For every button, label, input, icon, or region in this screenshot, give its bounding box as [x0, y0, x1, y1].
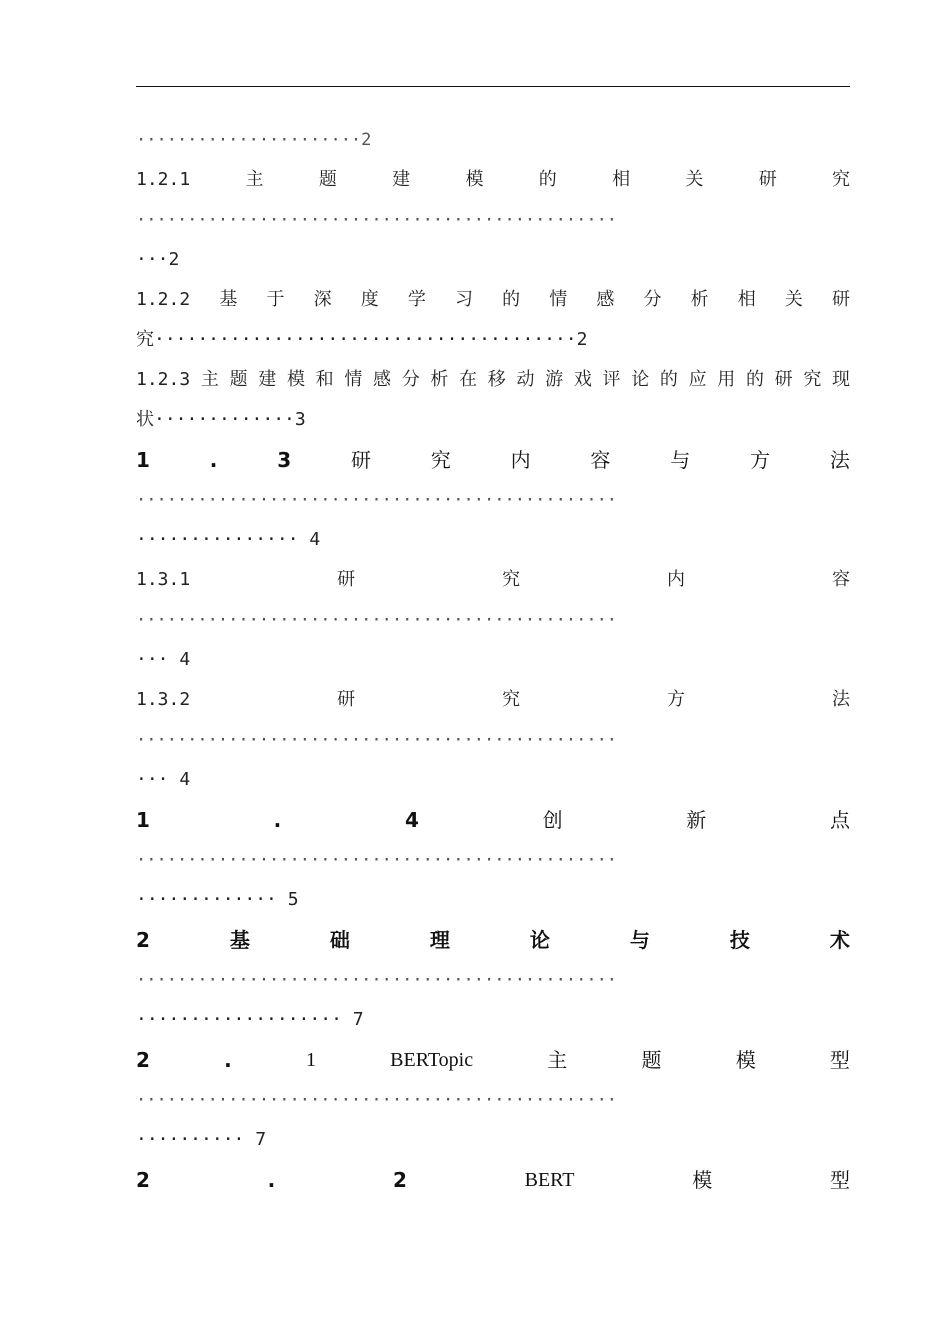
toc-entry-1-3-1[interactable]: 1.3.1 研 究 内 容: [136, 569, 850, 590]
toc-page-number: ···2: [136, 249, 180, 270]
toc-leader-dots: ···············································: [136, 210, 618, 230]
toc-leader-dots: ···············································: [136, 730, 618, 750]
toc-entry-1-3[interactable]: 1 . 3 研 究 内 容 与 方 法: [136, 448, 850, 472]
toc-entry-2-1[interactable]: 2 . 1 BERTopic 主 题 模 型: [136, 1048, 850, 1072]
toc-page-number: ··············· 4: [136, 529, 321, 550]
table-of-contents: [136, 120, 850, 1200]
toc-leader-dots: ···············································: [136, 970, 618, 990]
toc-leader-dots: ···············································: [136, 610, 618, 630]
toc-entry-1-4[interactable]: 1 . 4 创 新 点: [136, 808, 850, 832]
toc-page-number: ··· 4: [136, 649, 191, 670]
toc-page-number: ·········· 7: [136, 1129, 267, 1150]
toc-entry-1-2-3[interactable]: 1.2.3 主 题 建 模 和 情 感 分 析 在 移 动 游 戏 评 论 的 应 用 的 研 究 现: [136, 369, 850, 390]
toc-page-number: ··················· 7: [136, 1009, 364, 1030]
toc-entry-tail: 状·············3: [136, 409, 306, 430]
toc-leader-dots: ···············································: [136, 850, 618, 870]
toc-page-number: ··· 4: [136, 769, 191, 790]
toc-entry-tail: 究·······································2: [136, 329, 588, 350]
toc-entry-2-2[interactable]: 2 . 2 BERT 模 型: [136, 1168, 850, 1192]
toc-entry-1-2-2[interactable]: 1.2.2 基 于 深 度 学 习 的 情 感 分 析 相 关 研: [136, 289, 850, 310]
toc-page-number: ············· 5: [136, 889, 299, 910]
toc-entry-2[interactable]: 2 基 础 理 论 与 技 术: [136, 928, 850, 952]
toc-entry-1-3-2[interactable]: 1.3.2 研 究 方 法: [136, 689, 850, 710]
toc-leader-dots: ···············································: [136, 490, 618, 510]
toc-continuation-line: ······················2: [136, 130, 372, 150]
toc-entry-1-2-1[interactable]: 1.2.1 主 题 建 模 的 相 关 研 究: [136, 169, 850, 190]
header-rule: [136, 86, 850, 87]
toc-leader-dots: ···············································: [136, 1090, 618, 1110]
